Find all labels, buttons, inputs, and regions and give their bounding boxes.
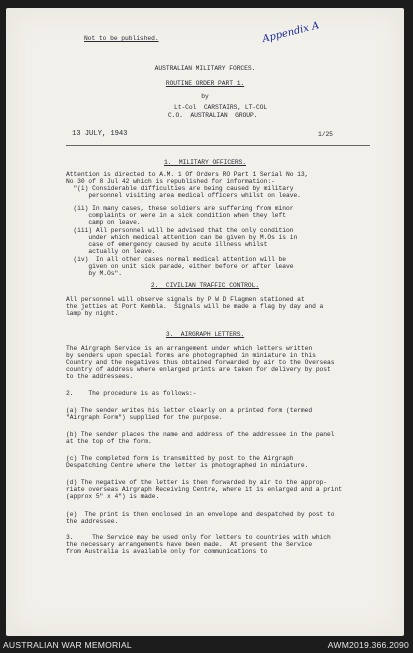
text-line: from Australia is available only for communications to — [66, 548, 268, 555]
org-line: AUSTRALIAN MILITARY FORCES. — [154, 65, 256, 72]
text-line: (iv) In all other cases normal medical attention will be — [66, 256, 286, 263]
text-line: (approx 5" x 4") is made. — [66, 493, 160, 500]
text-line: (d) The negative of the letter is then forwarded by air to the approp- — [66, 479, 328, 486]
section-3-heading: 3. AIRGRAPH LETTERS. — [165, 331, 245, 338]
text-line: country of address where enlarged prints are taken for delivery by post — [66, 366, 331, 373]
text-line: by M.Os". — [66, 270, 122, 277]
text-line: 2. The procedure is as follows:- — [66, 390, 197, 397]
text-line: The Airgraph Service is an arrangement under which letters written — [66, 345, 313, 352]
text-line: the addressee. — [66, 518, 119, 525]
text-line: (c) The completed form is transmitted by post to the Airgraph — [66, 455, 294, 462]
document-title: ROUTINE ORDER PART 1. — [165, 80, 245, 87]
text-line: lamp by night. — [66, 310, 119, 317]
text-line: personnel visiting area medical officers whilst on leave. — [66, 192, 301, 199]
text-line: "(i) Considerable difficulties are being caused by military — [66, 185, 294, 192]
text-line: complaints or were in a sick condition when they left — [66, 212, 286, 219]
text-line: actually on leave. — [66, 248, 156, 255]
text-line: Country and the negatives thus obtained forwarded by air to the Overseas — [66, 359, 335, 366]
archive-footer — [0, 639, 413, 653]
text-line: the necessary arrangements have been made. At present the Service — [66, 541, 313, 548]
by-line: by — [201, 93, 209, 100]
text-line: to the addressees. — [66, 373, 134, 380]
text-line: given on unit sick parade, either before or after leave — [66, 263, 294, 270]
order-date: 13 JULY, 1943 — [72, 130, 128, 138]
text-line: case of emergency caused by acute illness whilst — [66, 241, 268, 248]
text-line: "Airgraph Form") supplied for the purpose. — [66, 414, 223, 421]
text-line: under which medical attention can be given by M.Os is in — [66, 234, 298, 241]
text-line: (iii) All personnel will be advised that the only condition — [66, 227, 294, 234]
header-rule — [66, 145, 370, 146]
text-line: Attention is directed to A.M. 1 Of Orders RO Part 1 Serial No 13, — [66, 171, 309, 178]
commander-line-2: C.O. AUSTRALIAN GROUP. — [168, 112, 258, 119]
section-2-heading: 2. CIVILIAN TRAFFIC CONTROL. — [150, 282, 260, 289]
text-line: camp on leave. — [66, 219, 141, 226]
text-line: (a) The sender writes his letter clearly on a printed form (termed — [66, 407, 313, 414]
text-line: the jetties at Port Kembla. Signals will be made a flag by day and a — [66, 303, 324, 310]
footer-accession-number: AWM2019.366.2090 — [327, 640, 409, 650]
text-line: (b) The sender places the name and address of the addressee in the panel — [66, 431, 335, 438]
classification-note: Not to be published. — [84, 35, 159, 42]
text-line: by senders upon special forms are photographed in miniature in this — [66, 352, 316, 359]
text-line: No 30 of 8 Jul 42 which is republished for information:- — [66, 178, 275, 185]
text-line: Despatching Centre where the letter is photographed in miniature. — [66, 462, 309, 469]
text-line: at the top of the form. — [66, 438, 152, 445]
section-1-heading: 1. MILITARY OFFICERS. — [163, 159, 247, 166]
handwritten-annotation: Appendix A — [261, 20, 321, 45]
text-line: All personnel will observe signals by P W D Flagmen stationed at — [66, 296, 305, 303]
order-reference: 1/25 — [318, 131, 333, 138]
commander-line-1: Lt-Col CARSTAIRS, LT-COL — [174, 104, 268, 111]
text-line: 3. The Service may be used only for letters to countries with which — [66, 534, 331, 541]
footer-institution: AUSTRALIAN WAR MEMORIAL — [3, 640, 132, 650]
text-line: (e) The print is then enclosed in an envelope and despatched by post to — [66, 511, 335, 518]
document-page — [6, 8, 404, 636]
text-line: (ii) In many cases, these soldiers are suffering from minor — [66, 205, 294, 212]
text-line: riate overseas Airgraph Receiving Centre, where it is enlarged and a print — [66, 486, 342, 493]
